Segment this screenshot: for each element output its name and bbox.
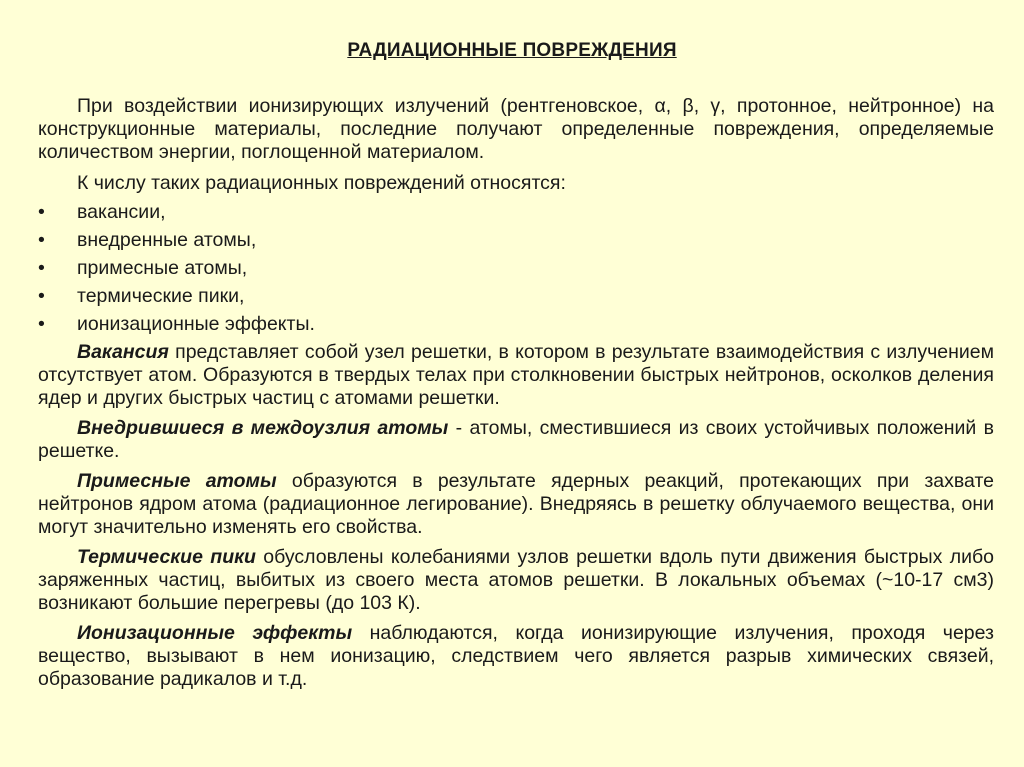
bullet-icon: • bbox=[38, 229, 45, 251]
definition-text: образуются в результате ядерных реакций, протекающих при захвате нейтронов ядром атома (радиационное легирование). Внедряясь в решетку облучаемого вещества, они могут значительно изменять его свойства. bbox=[38, 470, 995, 538]
definition-thermal-spikes bbox=[38, 546, 994, 615]
bullet-icon: • bbox=[38, 313, 45, 335]
list-item bbox=[38, 313, 994, 336]
definition-term: Ионизационные эффекты bbox=[77, 622, 353, 644]
definition-ionization bbox=[38, 622, 994, 691]
definition-interstitial bbox=[38, 417, 994, 463]
list-item bbox=[38, 201, 994, 224]
intro-paragraph: При воздействии ионизирующих излучений (рентгеновское, α, β, γ, протонное, нейтронное) на конструкционные материалы, последние получают определенные повреждения, определяемые количеством энергии, поглощенной материалом. bbox=[38, 95, 994, 163]
definition-impurity bbox=[38, 470, 994, 539]
definition-text: наблюдаются, когда ионизирующие излучения, проходя через вещество, вызывают в нем ионизацию, следствием чего является разрыв химических связей, образование радикалов и т.д. bbox=[38, 622, 994, 690]
list-item-label: ионизационные эффекты. bbox=[77, 313, 315, 335]
definition-text: представляет собой узел решетки, в котором в результате взаимодействия с излучением отсутствует атом. Образуются в твердых телах при столкновении быстрых нейтронов, осколков деления ядер и других быстрых частиц с атомами решетки. bbox=[38, 341, 994, 409]
definition-term: Вакансия bbox=[77, 341, 169, 363]
definition-text: обусловлены колебаниями узлов решетки вдоль пути движения быстрых либо заряженных частиц, выбитых из своего места атомов решетки. В локальных объемах (~10-17 см3) возникают большие перегревы (до 103 К). bbox=[38, 546, 994, 614]
list-item bbox=[38, 229, 994, 252]
definition-vacancy bbox=[38, 341, 994, 410]
list-item bbox=[38, 257, 994, 280]
slide-body bbox=[38, 95, 994, 698]
page-title: РАДИАЦИОННЫЕ ПОВРЕЖДЕНИЯ bbox=[347, 40, 677, 61]
list-item-label: термические пики, bbox=[77, 285, 245, 307]
damage-list bbox=[38, 201, 994, 336]
bullet-icon: • bbox=[38, 285, 45, 307]
definition-text: - атомы, сместившиеся из своих устойчивых положений в решетке. bbox=[38, 417, 994, 462]
list-item bbox=[38, 285, 994, 308]
definition-term: Термические пики bbox=[77, 546, 256, 568]
definition-term: Примесные атомы bbox=[77, 470, 277, 492]
definition-term: Внедрившиеся в междоузлия атомы bbox=[77, 417, 449, 439]
bullet-icon: • bbox=[38, 257, 45, 279]
list-lead: К числу таких радиационных повреждений относятся: bbox=[77, 172, 566, 194]
bullet-icon: • bbox=[38, 201, 45, 223]
list-item-label: вакансии, bbox=[77, 201, 166, 223]
list-item-label: внедренные атомы, bbox=[77, 229, 257, 251]
list-item-label: примесные атомы, bbox=[77, 257, 248, 279]
